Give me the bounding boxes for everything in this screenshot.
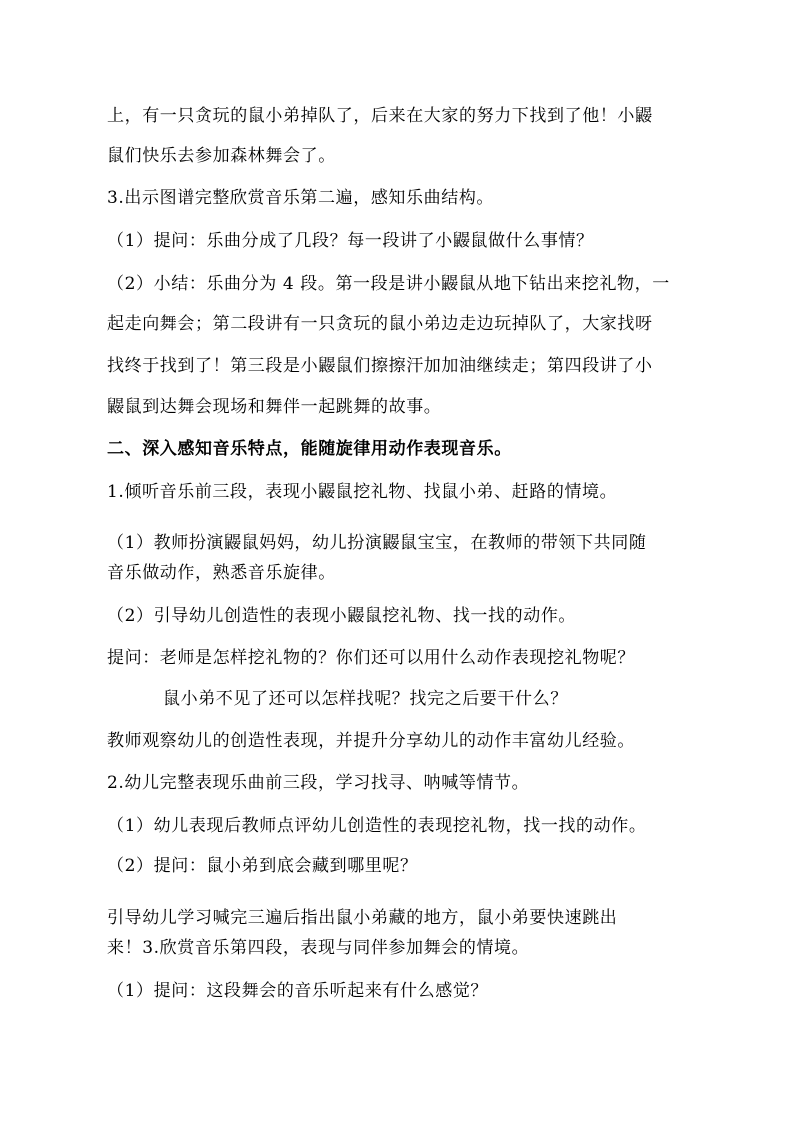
text-line: 鼹鼠到达舞会现场和舞伴一起跳舞的故事。 [107, 397, 442, 417]
text-line: 教师观察幼儿的创造性表现，并提升分享幼儿的动作丰富幼儿经验。 [107, 731, 635, 751]
text-line: （1）幼儿表现后教师点评幼儿创造性的表现挖礼物，找一找的动作。 [107, 816, 647, 836]
text-line: 引导幼儿学习喊完三遍后指出鼠小弟藏的地方，鼠小弟要快速跳出 [107, 908, 618, 928]
text-line: 起走向舞会；第二段讲有一只贪玩的鼠小弟边走边玩掉队了，大家找呀 [107, 314, 653, 334]
text-line: 鼠小弟不见了还可以怎样找呢？找完之后要干什么？ [163, 689, 568, 709]
text-line: （1）提问：这段舞会的音乐听起来有什么感觉？ [107, 981, 489, 1001]
text-line: 上，有一只贪玩的鼠小弟掉队了，后来在大家的努力下找到了他！小鼹 [107, 106, 653, 126]
text-line: 2.幼儿完整表现乐曲前三段，学习找寻、呐喊等情节。 [107, 773, 530, 793]
section-heading: 二、深入感知音乐特点，能随旋律用动作表现音乐。 [107, 439, 512, 459]
text-line: 1.倾听音乐前三段，表现小鼹鼠挖礼物、找鼠小弟、赶路的情境。 [107, 482, 618, 502]
text-line: 找终于找到了！第三段是小鼹鼠们擦擦汗加加油继续走；第四段讲了小 [107, 356, 653, 376]
text-line: （1）教师扮演鼹鼠妈妈，幼儿扮演鼹鼠宝宝，在教师的带领下共同随 [107, 533, 647, 553]
text-line: 音乐做动作，熟悉音乐旋律。 [107, 563, 336, 583]
text-line: 3.出示图谱完整欣赏音乐第二遍，感知乐曲结构。 [107, 188, 495, 208]
text-line: （2）提问：鼠小弟到底会藏到哪里呢？ [107, 856, 418, 876]
text-line: 鼠们快乐去参加森林舞会了。 [107, 146, 336, 166]
text-line: （1）提问：乐曲分成了几段？每一段讲了小鼹鼠做什么事情？ [107, 231, 594, 251]
text-line: （2）小结：乐曲分为 4 段。第一段是讲小鼹鼠从地下钻出来挖礼物，一 [107, 274, 670, 294]
text-line: 来！3.欣赏音乐第四段，表现与同伴参加舞会的情境。 [107, 938, 530, 958]
text-line: 提问：老师是怎样挖礼物的？你们还可以用什么动作表现挖礼物呢？ [107, 648, 635, 668]
text-line: （2）引导幼儿创造性的表现小鼹鼠挖礼物、找一找的动作。 [107, 606, 577, 626]
